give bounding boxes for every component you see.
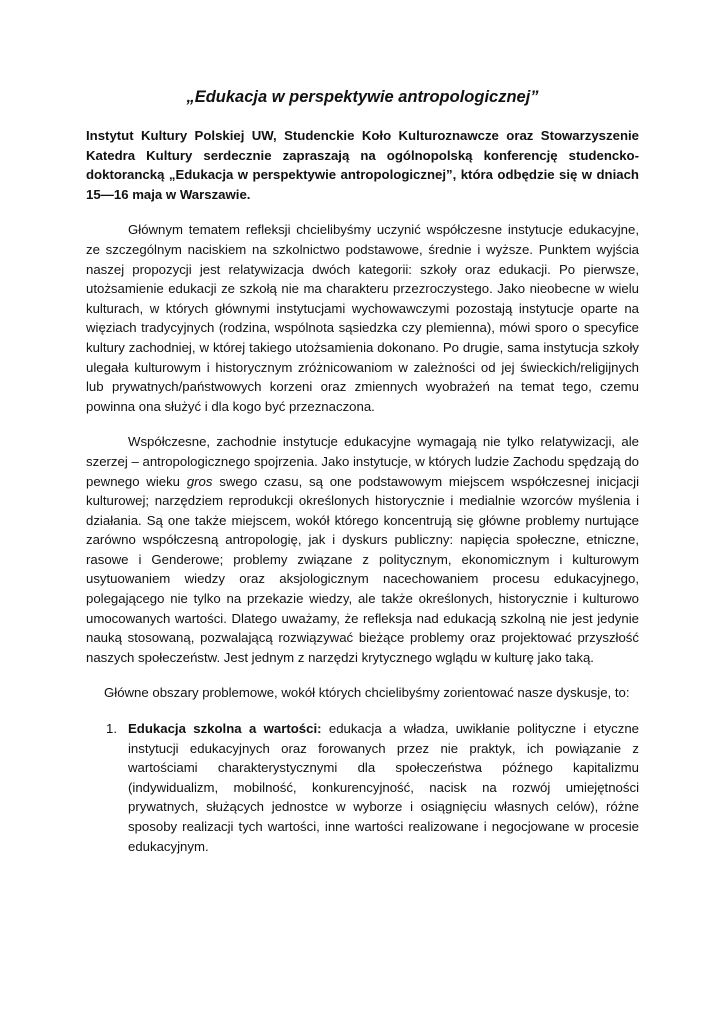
page-title: „Edukacja w perspektywie antropologicznej” [186, 88, 539, 106]
list-item-heading: Edukacja szkolna a wartości: [128, 721, 322, 737]
paragraph-2-text-a: Współczesne, zachodnie instytucje edukacyjne wymagają nie tylko relatywizacji, ale szerzej – antropologicznego spojrzenia. Jako instytucje, w których ludzie Zachodu spędzają do pewnego wieku [86, 434, 639, 489]
list-item-number: 1. [106, 721, 117, 737]
problem-areas-list [86, 719, 639, 856]
document-page [86, 86, 639, 856]
body-paragraph-1: Głównym tematem refleksji chcielibyśmy uczynić współczesne instytucje edukacyjne, ze szczególnym naciskiem na szkolnictwo podstawowe, średnie i wyższe. Punktem wyjścia naszej propozycji jest relatywizacja dwóch kategorii: szkoły oraz edukacji. Po pierwsze, utożsamienie edukacji ze szkołą nie ma charakteru przezroczystego. Jako nieobecne w wielu kulturach, w których głównymi instytucjami wychowawczymi pozostają instytucje oparte na więziach tradycyjnych (rodzina, wspólnota sąsiedzka czy plemienna), mówi sporo o specyfice kultury zachodniej, w której takiego utożsamienia dokonano. Po drugie, sama instytucja szkoły ulegała kulturowym i historycznym zróżnicowaniom w zależności od jej świeckich/religijnych lub prywatnych/państwowych korzeni oraz zmiennych wyobrażeń na temat tego, czemu powinna ona służyć i dla kogo być przeznaczona. [86, 222, 639, 414]
paragraph-2-italic-term: gros [186, 473, 213, 489]
intro-paragraph: Instytut Kultury Polskiej UW, Studenckie Koło Kulturoznawcze oraz Stowarzyszenie Katedra Kultury serdecznie zapraszają na ogólnopolską konferencję studencko-doktorancką „Edukacja w perspektywie antropologicznej”, która odbędzie się w dniach 15—16 maja w Warszawie. [86, 128, 639, 202]
list-item [86, 719, 639, 856]
body-paragraph-2 [86, 432, 639, 667]
lead-paragraph: Główne obszary problemowe, wokół których chcielibyśmy zorientować nasze dyskusje, to: [104, 685, 630, 701]
list-item-text: edukacja a władza, uwikłanie polityczne i etyczne instytucji edukacyjnych oraz forowanych przez nie praktyk, ich powiązanie z wartościami charakterystycznymi dla społeczeństwa późnego kapitalizmu (indywidualizm, mobilność, konkurencyjność, nacisk na rozwój umiejętności prywatnych, służących jednostce w wyborze i osiągnięciu własnych celów), różne sposoby realizacji tych wartości, inne wartości realizowane i negocjowane w procesie edukacyjnym. [128, 721, 639, 854]
paragraph-2-text-b: swego czasu, są one podstawowym miejscem współczesnej inicjacji kulturowej; narzędziem reprodukcji określonych historycznie i medialnie wzorców myślenia i działania. Są one także miejscem, wokół którego koncentrują się główne problemy nurtujące zarówno współczesną antropologię, jak i dyskurs publiczny: napięcia społeczne, etniczne, rasowe i Genderowe; problemy związane z politycznym, ekonomicznym i kulturowym usytuowaniem wiedzy oraz aksjologicznym nacechowaniem procesu edukacyjnego, polegającego nie tylko na przekazie wiedzy, ale także określonych, historycznie i kulturowo umocowanych wartości. Dlatego uważamy, że refleksja nad edukacją szkolną nie jest jedynie nauką stosowaną, pozwalającą rozwiązywać bieżące problemy oraz projektować przyszłość naszych społeczeństw. Jest jednym z narzędzi krytycznego wglądu w kulturę jako taką. [86, 473, 639, 665]
